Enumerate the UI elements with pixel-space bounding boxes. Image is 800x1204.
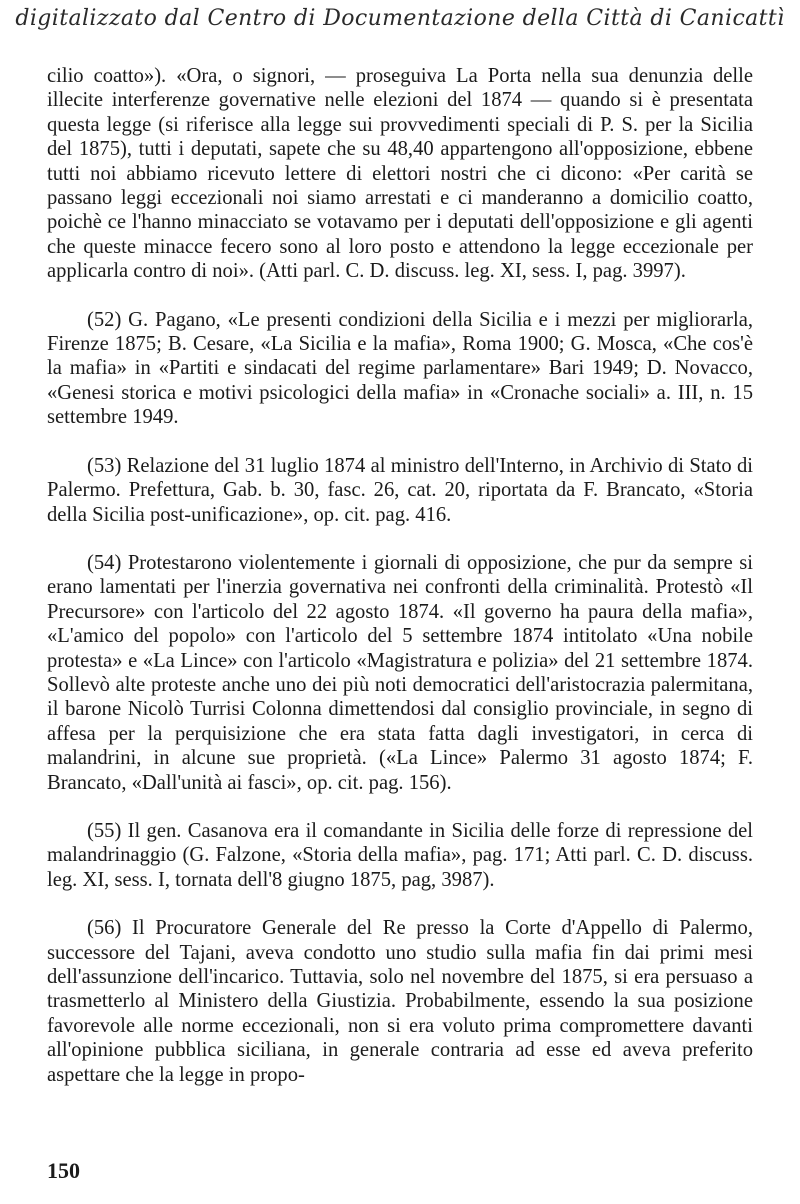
footnote-53: (53) Relazione del 31 luglio 1874 al ministro dell'Interno, in Archivio di Stato di Palermo. Prefettura, Gab. b. 30, fasc. 26, cat. 20, riportata da F. Brancato, «Storia della Sicilia post-unificazione», op. cit. pag. 416. bbox=[47, 454, 753, 526]
footnote-54: (54) Protestarono violentemente i giornali di opposizione, che pur da sempre si erano lamentati per l'inerzia governativa nei confronti della criminalità. Protestò «Il Precursore» con l'articolo del 22 agosto 1874. «Il governo ha paura della mafia», «L'amico del popolo» con l'articolo del 5 settembre 1874 intitolato «Una nobile protesta» e «La Lince» con l'articolo «Magistratura e polizia» del 21 settembre 1874. Sollevò alte proteste anche uno dei più noti democratici dell'aristocrazia palermitana, il barone Nicolò Turrisi Colonna dimettendosi dal consiglio provinciale, in segno di affesa per la perquisizione che era stata fatta dagli investigatori, in cerca di malandrini, in alcune sue proprietà. («La Lince» Palermo 31 agosto 1874; F. Brancato, «Dall'unità ai fasci», op. cit. pag. 156). bbox=[47, 551, 753, 794]
footnote-56: (56) Il Procuratore Generale del Re presso la Corte d'Appello di Palermo, successore del Tajani, aveva condotto uno studio sulla mafia fin dai primi mesi dell'assunzione dell'incarico. Tuttavia, solo nel novembre del 1875, si era persuaso a trasmetterlo al Ministero della Giustizia. Probabilmente, essendo la sua posizione favorevole alle norme eccezionali, non si era voluto prima compromettere davanti all'opinione pubblica siciliana, in generale contraria ad esse ed aveva preferito aspettare che la legge in propo- bbox=[47, 917, 753, 1086]
digitization-watermark-header: digitalizzato dal Centro di Documentazione della Città di Canicattì bbox=[15, 6, 785, 31]
continued-paragraph: cilio coatto»). «Ora, o signori, — proseguiva La Porta nella sua denunzia delle illecite interferenze governative nelle elezioni del 1874 — quando si è presentata questa legge (si riferisce alla legge sui provvedimenti speciali di P. S. per la Sicilia del 1875), tutti i deputati, sapete che su 48,40 appartengono all'opposizione, ebbene tutti noi abbiamo ricevuto lettere di elettori nostri che ci dicono: «Per carità se passano leggi eccezionali noi siamo arrestati e ci manderanno a domicilio coatto, poichè ce l'hanno minacciato se votavamo per i deputati dell'opposizione e gli agenti che queste minacce fecero sono al loro posto e attendono la legge eccezionale per applicarla contro di noi». (Atti parl. C. D. discuss. leg. XI, sess. I, pag. 3997). bbox=[47, 65, 753, 283]
footnote-55: (55) Il gen. Casanova era il comandante in Sicilia delle forze di repressione del malandrinaggio (G. Falzone, «Storia della mafia», pag. 171; Atti parl. C. D. discuss. leg. XI, sess. I, tornata dell'8 giugno 1875, pag, 3987). bbox=[47, 819, 753, 891]
page-number: 150 bbox=[47, 1158, 80, 1183]
footnote-52: (52) G. Pagano, «Le presenti condizioni della Sicilia e i mezzi per migliorarla, Firenze 1875; B. Cesare, «La Sicilia e la mafia», Roma 1900; G. Mosca, «Che cos'è la mafia» in «Partiti e sindacati del regime parlamentare» Bari 1949; D. Novacco, «Genesi storica e motivi psicologici della mafia» in «Cronache sociali» a. III, n. 15 settembre 1949. bbox=[47, 308, 753, 429]
page-body bbox=[47, 64, 753, 1087]
